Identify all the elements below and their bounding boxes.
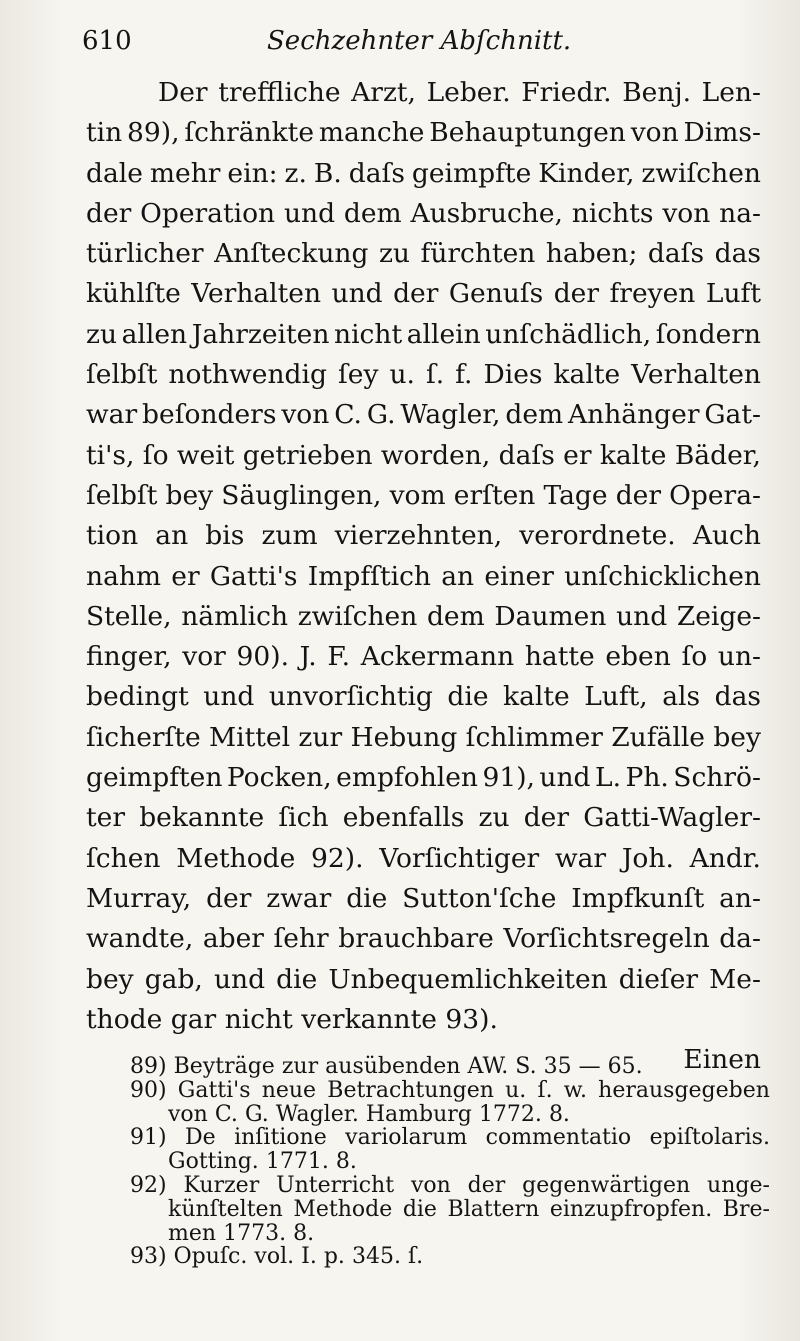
word: unge-	[707, 1172, 770, 1198]
word: Stelle,	[86, 600, 172, 632]
word: an	[441, 560, 475, 592]
word: nämlich	[181, 600, 289, 632]
word: Murray,	[86, 882, 192, 914]
word: manche	[318, 117, 425, 149]
word: hatte	[524, 641, 595, 673]
word: 92)	[130, 1172, 167, 1198]
word: z.	[284, 157, 307, 189]
word: 90).	[236, 641, 289, 673]
word: Methode	[176, 842, 296, 874]
word: Tage	[543, 479, 608, 511]
word: das	[714, 681, 761, 713]
word: daſs	[647, 238, 705, 270]
word: ſo	[681, 641, 708, 673]
word: einer	[484, 560, 554, 592]
word: ſo	[142, 439, 169, 471]
word: von	[281, 399, 330, 431]
word: ſehr	[273, 923, 329, 955]
word: C.	[334, 399, 362, 431]
word: gegenwärtigen	[522, 1172, 691, 1198]
body-line	[86, 73, 761, 113]
word: ausübenden	[325, 1054, 461, 1079]
word: ſey	[337, 359, 379, 391]
word: von	[410, 1172, 451, 1198]
word: ſchen	[86, 842, 161, 874]
word: F.	[327, 641, 351, 673]
word: ſicherſte	[86, 721, 201, 753]
body-line	[86, 395, 761, 435]
word: getrieben	[242, 439, 373, 471]
word: ti's,	[86, 439, 135, 471]
word: vor	[182, 641, 226, 673]
word: ſelbſt	[86, 479, 158, 511]
word: Opuſc.	[173, 1244, 248, 1270]
body-line	[86, 839, 761, 879]
word: S.	[515, 1054, 537, 1079]
word: Gatti-Wagler-	[583, 802, 761, 834]
word: 8.	[293, 1220, 315, 1246]
word: Gotting.	[168, 1149, 259, 1175]
word: dale	[86, 157, 143, 189]
word: Ph.	[625, 762, 669, 794]
word: nicht	[334, 318, 403, 350]
word: Gat-	[704, 399, 761, 431]
word: Verhalten	[191, 278, 322, 310]
word: da-	[719, 923, 761, 955]
footnote-line	[130, 1079, 770, 1103]
word: 91),	[482, 762, 535, 794]
word: vierzehnten,	[334, 520, 503, 552]
word: u.	[505, 1077, 527, 1103]
body-line	[86, 597, 761, 637]
word: Jahrzeiten	[191, 318, 330, 350]
word: empfohlen	[336, 762, 478, 794]
word: Impfſtich	[307, 560, 431, 592]
word: der	[615, 479, 662, 511]
word: Gatti's	[209, 560, 298, 592]
word: von	[662, 197, 711, 229]
word: 90)	[130, 1077, 167, 1103]
word: an	[155, 520, 189, 552]
word: und	[616, 600, 668, 632]
word: 35	[543, 1054, 572, 1079]
word: tin	[86, 117, 123, 149]
word: tion	[86, 520, 139, 552]
word: unvorſichtig	[268, 681, 433, 713]
body-line	[86, 516, 761, 556]
word: 345.	[351, 1244, 401, 1270]
word: Mittel	[209, 721, 291, 753]
word: beſonders	[142, 399, 277, 431]
word: Len-	[701, 77, 761, 108]
word: gar	[170, 1003, 217, 1035]
word: zwar	[266, 882, 332, 914]
word: geimpften	[86, 762, 223, 794]
word: daſs	[348, 157, 405, 189]
footnote-line	[130, 1245, 770, 1269]
word: vom	[389, 479, 446, 511]
word: die	[447, 681, 489, 713]
word: Schrö-	[673, 762, 761, 794]
body-line	[86, 798, 761, 838]
word: 89)	[130, 1054, 167, 1079]
word: Der	[158, 77, 208, 108]
word: geimpfte	[411, 157, 532, 189]
word: kalte	[503, 681, 570, 713]
word: kalte	[599, 439, 667, 471]
footnote-line	[130, 1198, 770, 1222]
word: Impfkunſt	[571, 882, 705, 914]
word: Leber.	[426, 77, 511, 108]
word: als	[662, 681, 701, 713]
body-line	[86, 557, 761, 597]
word: Beyträge	[173, 1054, 275, 1079]
word: der	[523, 802, 570, 834]
word: neue	[261, 1077, 317, 1103]
word: men	[168, 1220, 217, 1246]
word: ein:	[227, 157, 278, 189]
word: Betrachtungen	[327, 1077, 494, 1103]
word: Bäder,	[674, 439, 761, 471]
word: nicht	[224, 1003, 293, 1035]
word: zur	[281, 1054, 319, 1079]
word: und	[203, 681, 255, 713]
word: bekannte	[139, 802, 265, 834]
word: das	[714, 238, 761, 270]
word: 92).	[311, 842, 364, 874]
word: die	[276, 963, 318, 995]
word: fürchten	[420, 238, 536, 270]
word: Operation	[140, 197, 276, 229]
word: unſchädlich,	[485, 318, 652, 350]
word: nahm	[86, 560, 162, 592]
word: un-	[717, 641, 761, 673]
word: G.	[244, 1101, 269, 1127]
word: erſten	[453, 479, 536, 511]
word: Ausbruche,	[410, 197, 563, 229]
word: f.	[455, 359, 473, 391]
word: der	[393, 278, 439, 310]
word: zu	[478, 802, 510, 834]
word: dieſer	[618, 963, 699, 995]
word: an-	[719, 882, 761, 914]
word: Anſteckung	[214, 238, 369, 270]
word: 8.	[548, 1101, 570, 1127]
word: von	[168, 1101, 208, 1127]
body-line	[86, 113, 761, 153]
word: kühlſte	[86, 278, 181, 310]
word: zu	[378, 238, 410, 270]
word: ſchränkte	[184, 117, 315, 149]
word: 89),	[127, 117, 180, 149]
word: weit	[176, 439, 235, 471]
word: zwiſchen	[641, 157, 761, 189]
word: verkannte	[301, 1003, 437, 1035]
word: dem	[343, 197, 402, 229]
word: einzupfropfen.	[549, 1196, 713, 1222]
word: B.	[313, 157, 342, 189]
word: Gatti's	[177, 1077, 251, 1103]
word: dem	[426, 600, 485, 632]
footnotes	[130, 1055, 770, 1269]
running-title: Sechzehnter Abſchnitt.	[267, 26, 572, 56]
word: ſelbſt	[86, 359, 158, 391]
catchword: Einen	[683, 1044, 761, 1076]
word: zu	[86, 318, 118, 350]
word: ſ.	[425, 359, 445, 391]
word: ebenfalls	[342, 802, 465, 834]
word: Säuglingen,	[221, 479, 382, 511]
word: I.	[301, 1244, 317, 1270]
word: künſtelten	[168, 1196, 283, 1222]
word: er	[563, 439, 592, 471]
word: p.	[323, 1244, 345, 1270]
word: Zeige-	[676, 600, 761, 632]
word: w.	[563, 1077, 587, 1103]
word: die	[402, 1196, 437, 1222]
word: Vorſichtsregeln	[503, 923, 710, 955]
word: Bre-	[722, 1196, 770, 1222]
word: Unterricht	[276, 1172, 395, 1198]
word: worden,	[380, 439, 491, 471]
word: allein	[406, 318, 481, 350]
word: ſchlimmer	[465, 721, 603, 753]
word: 91)	[130, 1125, 167, 1151]
word: gab,	[144, 963, 203, 995]
body-line	[86, 919, 761, 959]
word: 1771.	[265, 1149, 329, 1175]
word: Luft	[705, 278, 761, 310]
footnote-line	[130, 1222, 770, 1246]
word: brauchbare	[338, 923, 494, 955]
word: bedingt	[86, 681, 189, 713]
word: der	[86, 197, 132, 229]
footnote-line	[130, 1150, 770, 1174]
word: Methode	[293, 1196, 393, 1222]
body-line	[86, 1000, 761, 1040]
word: war	[554, 842, 607, 874]
word: er	[171, 560, 200, 592]
word: der	[206, 882, 252, 914]
word: und	[213, 963, 266, 995]
word: daſs	[498, 439, 555, 471]
body-line	[86, 677, 761, 717]
word: Anhänger	[568, 399, 700, 431]
word: zur	[298, 721, 343, 753]
word: Kurzer	[183, 1172, 260, 1198]
word: epiſtolaris.	[649, 1125, 770, 1151]
word: treffliche	[218, 77, 341, 108]
page-header	[82, 18, 760, 68]
word: Wagler,	[400, 399, 501, 431]
word: Me-	[709, 963, 761, 995]
word: die	[346, 882, 388, 914]
word: AW.	[467, 1054, 509, 1079]
word: C.	[214, 1101, 238, 1127]
word: Genuſs	[448, 278, 544, 310]
word: Hebung	[350, 721, 458, 753]
word: nichts	[571, 197, 654, 229]
word: von	[630, 117, 679, 149]
word: ſich	[278, 802, 329, 834]
word: Dims-	[683, 117, 761, 149]
word: Kinder,	[538, 157, 635, 189]
word: Dies	[483, 359, 543, 391]
word: Andr.	[689, 842, 761, 874]
word: ter	[86, 802, 125, 834]
word: Wagler.	[275, 1101, 359, 1127]
word: freyen	[609, 278, 696, 310]
word: zum	[261, 520, 318, 552]
word: war	[86, 399, 138, 431]
body-line	[86, 355, 761, 395]
word: 65.	[607, 1054, 643, 1079]
word: bey	[86, 963, 134, 995]
word: unſchicklichen	[564, 560, 761, 592]
word: Arzt,	[351, 77, 416, 108]
word: Zufälle	[611, 721, 705, 753]
body-line	[86, 154, 761, 194]
body-line	[86, 234, 761, 274]
body-line	[86, 960, 761, 1000]
footnote-line	[130, 1174, 770, 1198]
word: u.	[389, 359, 415, 391]
word: und	[331, 278, 383, 310]
body-text	[86, 73, 761, 1080]
word: Blattern	[447, 1196, 540, 1222]
word: Luft,	[584, 681, 648, 713]
word: eben	[605, 641, 671, 673]
word: Sutton'ſche	[402, 882, 557, 914]
word: mehr	[149, 157, 221, 189]
body-line	[86, 194, 761, 234]
word: vol.	[254, 1244, 295, 1270]
body-line	[86, 718, 761, 758]
word: finger,	[86, 641, 172, 673]
word: commentatio	[485, 1125, 632, 1151]
word: zwiſchen	[297, 600, 418, 632]
word: der	[467, 1172, 506, 1198]
word: dem	[505, 399, 564, 431]
word: Opera-	[669, 479, 761, 511]
word: verordnete.	[519, 520, 676, 552]
body-line	[86, 879, 761, 919]
word: Verhalten	[631, 359, 761, 391]
body-line	[86, 476, 761, 516]
word: der	[553, 278, 600, 310]
word: Hamburg	[365, 1101, 472, 1127]
word: bey	[165, 479, 214, 511]
word: na-	[719, 197, 761, 229]
word: herausgegeben	[598, 1077, 770, 1103]
word: allen	[121, 318, 188, 350]
word: Ackermann	[360, 641, 515, 673]
body-line	[86, 274, 761, 314]
word: kalte	[553, 359, 621, 391]
word: De	[184, 1125, 216, 1151]
word: 1772.	[478, 1101, 542, 1127]
word: 8.	[335, 1149, 357, 1175]
word: Vorſichtiger	[379, 842, 540, 874]
word: Unbequemlichkeiten	[328, 963, 608, 995]
word: Friedr.	[521, 77, 612, 108]
footnote-line	[130, 1126, 770, 1150]
page-number: 610	[82, 26, 132, 56]
footnote-line	[130, 1055, 770, 1079]
word: Auch	[692, 520, 761, 552]
word: Daumen	[494, 600, 607, 632]
word: 93).	[445, 1003, 498, 1035]
word: Joh.	[621, 842, 674, 874]
word: türlicher	[86, 238, 204, 270]
body-line	[86, 436, 761, 476]
word: wandte,	[86, 923, 194, 955]
word: 1773.	[223, 1220, 287, 1246]
word: 93)	[130, 1244, 167, 1270]
footnote-line	[130, 1103, 770, 1127]
word: und	[539, 762, 591, 794]
word: L.	[595, 762, 622, 794]
body-line	[86, 637, 761, 677]
word: inſitione	[234, 1125, 327, 1151]
word: Benj.	[622, 77, 692, 108]
word: variolarum	[345, 1125, 468, 1151]
word: G.	[366, 399, 396, 431]
body-line	[86, 758, 761, 798]
word: aber	[202, 923, 264, 955]
word: J.	[299, 641, 317, 673]
word: ſondern	[655, 318, 761, 350]
word: Behauptungen	[429, 117, 626, 149]
word: nothwendig	[168, 359, 327, 391]
word: thode	[86, 1003, 163, 1035]
word: und	[283, 197, 336, 229]
word: bey	[713, 721, 761, 753]
body-line	[86, 315, 761, 355]
word: ſ.	[407, 1244, 424, 1270]
word: —	[578, 1054, 601, 1079]
word: bis	[205, 520, 245, 552]
word: ſ.	[537, 1077, 553, 1103]
word: Pocken,	[226, 762, 332, 794]
word: haben;	[545, 238, 638, 270]
